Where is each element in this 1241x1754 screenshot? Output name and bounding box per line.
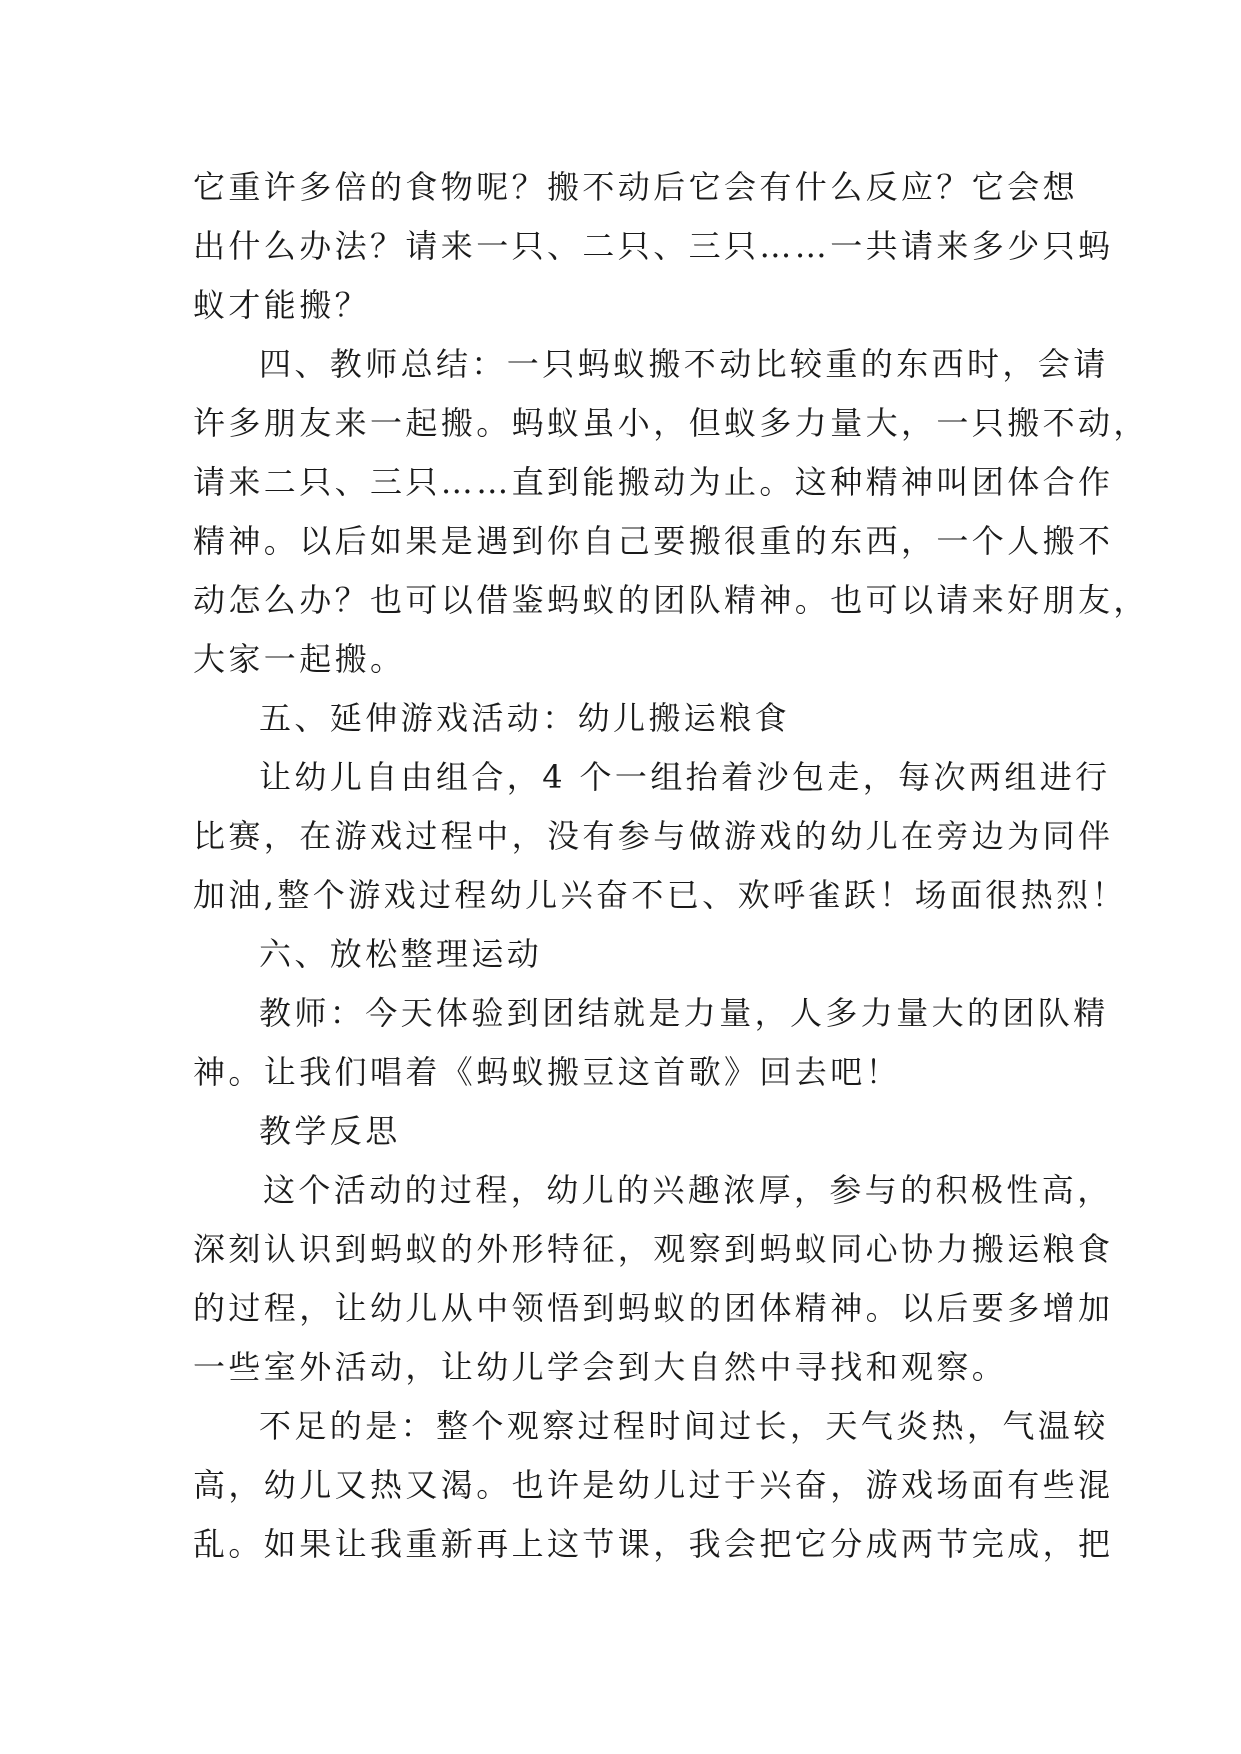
text-line: 深刻认识到蚂蚁的外形特征，观察到蚂蚁同心协力搬运粮食 — [193, 1230, 1114, 1268]
section-heading-reflection: 教学反思 — [259, 1112, 401, 1150]
text-line: 许多朋友来一起搬。蚂蚁虽小，但蚁多力量大，一只搬不动， — [193, 404, 1149, 442]
text-line: 教师：今天体验到团结就是力量，人多力量大的团队精 — [259, 994, 1109, 1032]
text-line: 比赛，在游戏过程中，没有参与做游戏的幼儿在旁边为同伴 — [193, 817, 1114, 855]
text-line: 精神。以后如果是遇到你自己要搬很重的东西，一个人搬不 — [193, 522, 1114, 560]
text-line: 出什么办法？请来一只、二只、三只……一共请来多少只蚂 — [193, 227, 1114, 265]
section-heading-teacher-summary: 四、教师总结：一只蚂蚁搬不动比较重的东西时，会请 — [259, 345, 1109, 383]
text-line: 不足的是：整个观察过程时间过长，天气炎热，气温较 — [259, 1407, 1109, 1445]
section-heading-extension-game: 五、延伸游戏活动：幼儿搬运粮食 — [259, 699, 791, 737]
text-line: 神。让我们唱着《蚂蚁搬豆这首歌》回去吧！ — [193, 1053, 902, 1091]
text-line: 这个活动的过程，幼儿的兴趣浓厚，参与的积极性高， — [263, 1171, 1113, 1209]
text-line: 乱。如果让我重新再上这节课，我会把它分成两节完成，把 — [193, 1525, 1114, 1563]
text-line: 的过程，让幼儿从中领悟到蚂蚁的团体精神。以后要多增加 — [193, 1289, 1114, 1327]
section-heading-relax: 六、放松整理运动 — [259, 935, 543, 973]
text-line: 请来二只、三只……直到能搬动为止。这种精神叫团体合作 — [193, 463, 1114, 501]
text-line: 加油,整个游戏过程幼儿兴奋不已、欢呼雀跃！场面很热烈！ — [193, 876, 1127, 914]
text-line: 动怎么办？也可以借鉴蚂蚁的团队精神。也可以请来好朋友， — [193, 581, 1149, 619]
text-line: 高，幼儿又热又渴。也许是幼儿过于兴奋，游戏场面有些混 — [193, 1466, 1114, 1504]
text-line: 蚁才能搬？ — [193, 286, 371, 324]
text-line: 大家一起搬。 — [193, 640, 406, 678]
text-line: 让幼儿自由组合，4 个一组抬着沙包走，每次两组进行 — [259, 758, 1111, 796]
document-page — [193, 158, 1149, 1574]
text-line: 它重许多倍的食物呢？搬不动后它会有什么反应？它会想 — [193, 168, 1079, 206]
text-line: 一些室外活动，让幼儿学会到大自然中寻找和观察。 — [193, 1348, 1008, 1386]
